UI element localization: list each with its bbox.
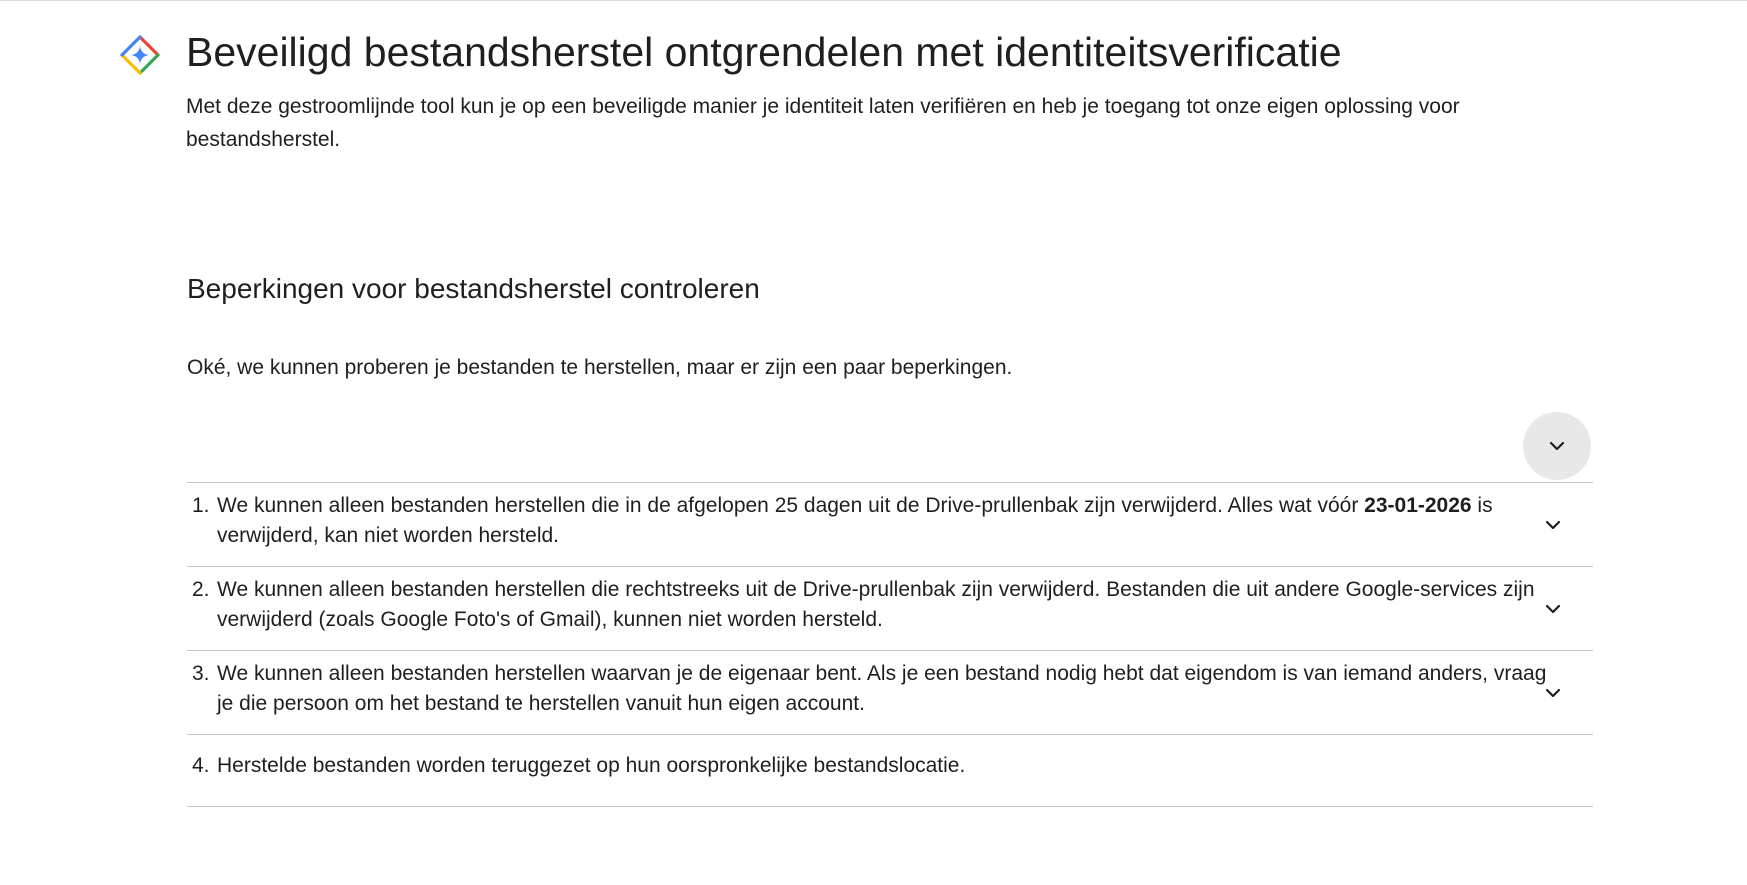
chevron-down-icon [1541, 681, 1565, 705]
expand-limitation-2-button[interactable] [1533, 589, 1573, 629]
expand-all-button[interactable] [1523, 412, 1591, 480]
limitation-text: We kunnen alleen bestanden herstellen waarvan je de eigenaar bent. Als je een bestand nodig hebt dat eigendom is van iemand anders, vraag je die persoon om het bestand te herstellen vanuit hun eigen account. [217, 662, 1547, 715]
chevron-down-icon [1541, 597, 1565, 621]
limitation-number: 1. [192, 494, 210, 517]
limitation-item-1[interactable] [187, 483, 1593, 567]
section-intro: Oké, we kunnen proberen je bestanden te herstellen, maar er zijn een paar beperkingen. [187, 356, 1013, 379]
expand-limitation-1-button[interactable] [1533, 505, 1573, 545]
limitation-text [217, 491, 1547, 551]
page-title: Beveiligd bestandsherstel ontgrendelen met identiteitsverificatie [186, 29, 1342, 75]
top-divider [0, 0, 1747, 1]
limitation-text-part: We kunnen alleen bestanden herstellen die in de afgelopen 25 dagen uit de Drive-prullenbak zijn verwijderd. Alles wat vóór [217, 494, 1365, 517]
limitation-text-part: is verwijderd, kan niet worden hersteld. [217, 494, 1493, 547]
limitation-number: 2. [192, 578, 210, 601]
limitation-text: Herstelde bestanden worden teruggezet op hun oorspronkelijke bestandslocatie. [217, 754, 966, 777]
cutoff-date: 23-01-2026 [1364, 494, 1472, 517]
limitations-list [187, 482, 1593, 807]
limitation-item-3[interactable] [187, 651, 1593, 735]
limitation-number: 3. [192, 662, 210, 685]
chevron-down-icon [1545, 434, 1569, 458]
limitation-item-4 [187, 735, 1593, 807]
limitation-item-2[interactable] [187, 567, 1593, 651]
chevron-down-icon [1541, 513, 1565, 537]
limitation-text: We kunnen alleen bestanden herstellen die rechtstreeks uit de Drive-prullenbak zijn verwijderd. Bestanden die uit andere Google-services zijn verwijderd (zoals Google Foto's of Gmail), kunnen niet worden hersteld. [217, 578, 1535, 631]
section-heading: Beperkingen voor bestandsherstel controleren [187, 273, 760, 304]
limitation-number: 4. [192, 754, 210, 777]
gemini-spark-diamond-icon [119, 34, 161, 76]
page-subtitle: Met deze gestroomlijnde tool kun je op een beveiligde manier je identiteit laten verifiëren en heb je toegang tot onze eigen oplossing voor bestandsherstel. [186, 95, 1460, 151]
expand-limitation-3-button[interactable] [1533, 673, 1573, 713]
